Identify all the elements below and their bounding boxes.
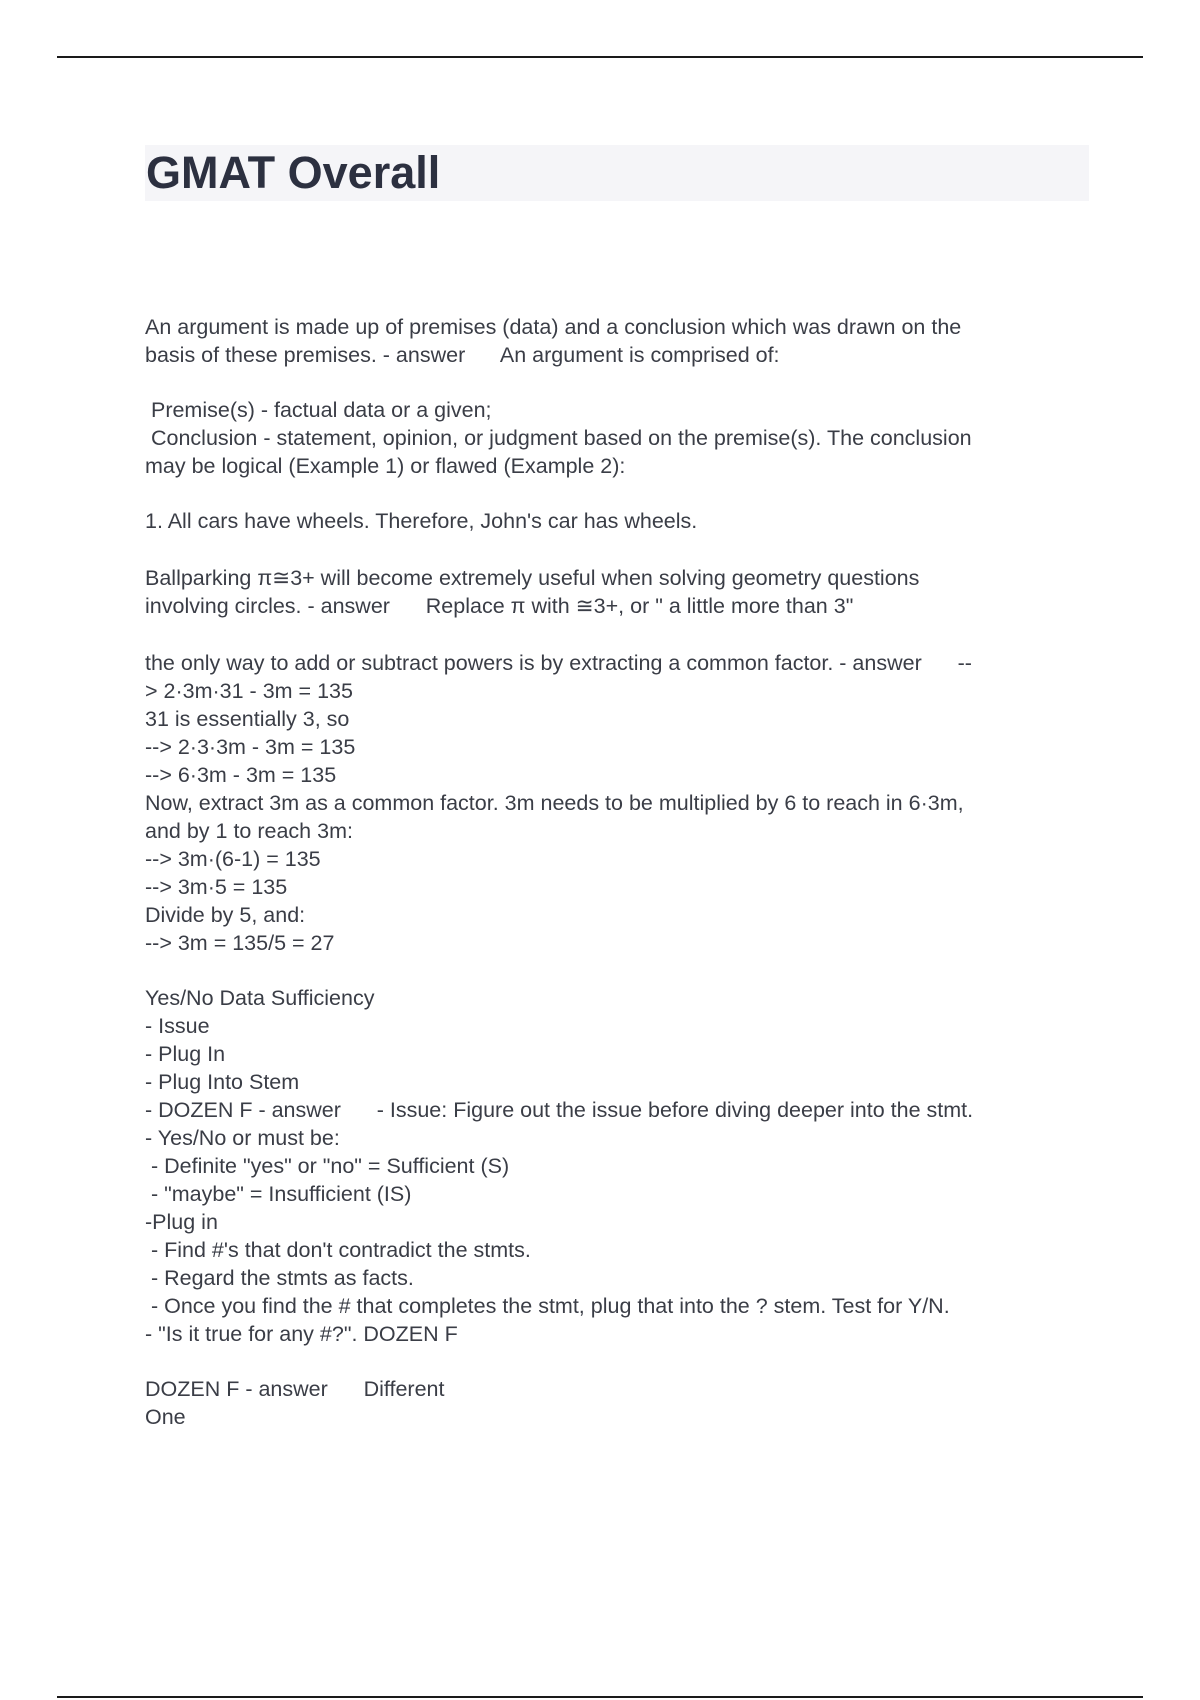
text-line: --> 6·3m - 3m = 135 [145,763,337,787]
text-line: Conclusion - statement, opinion, or judgment based on the premise(s). The conclusion [145,426,972,450]
paragraph-example [145,507,1095,535]
text-line: > 2·3m·31 - 3m = 135 [145,679,353,703]
text-line: Ballparking π≅3+ will become extremely useful when solving geometry questions [145,566,920,590]
text-line: 1. All cars have wheels. Therefore, John's car has wheels. [145,509,698,533]
text-line: - Regard the stmts as facts. [145,1266,414,1290]
paragraph-premise-conclusion [145,396,1095,480]
text-line: - DOZEN F - answer - Issue: Figure out the issue before diving deeper into the stmt. [145,1098,974,1122]
text-line: An argument is made up of premises (data) and a conclusion which was drawn on the [145,315,962,339]
paragraph-powers [145,649,1095,957]
text-line: - Issue [145,1014,210,1038]
text-line: Yes/No Data Sufficiency [145,986,375,1010]
text-line: - "Is it true for any #?". DOZEN F [145,1322,458,1346]
text-line: may be logical (Example 1) or flawed (Example 2): [145,454,626,478]
text-line: - Plug In [145,1042,226,1066]
text-line: DOZEN F - answer Different [145,1377,445,1401]
paragraph-argument [145,313,1095,369]
text-line: - Find #'s that don't contradict the stmts. [145,1238,531,1262]
text-line: 31 is essentially 3, so [145,707,350,731]
text-line: - Yes/No or must be: [145,1126,340,1150]
text-line: --> 3m = 135/5 = 27 [145,931,335,955]
bottom-rule [57,1696,1143,1698]
text-line: --> 2·3·3m - 3m = 135 [145,735,356,759]
text-line: -Plug in [145,1210,218,1234]
text-line: - Definite "yes" or "no" = Sufficient (S) [145,1154,510,1178]
text-line: Premise(s) - factual data or a given; [145,398,492,422]
text-line: - "maybe" = Insufficient (IS) [145,1182,412,1206]
text-line: - Plug Into Stem [145,1070,300,1094]
text-line: --> 3m·5 = 135 [145,875,288,899]
text-line: involving circles. - answer Replace π with ≅3+, or " a little more than 3" [145,594,854,618]
text-line: and by 1 to reach 3m: [145,819,353,843]
text-line: One [145,1405,186,1429]
paragraph-dozen-f [145,1375,1095,1431]
text-line: Divide by 5, and: [145,903,306,927]
text-line: --> 3m·(6-1) = 135 [145,847,321,871]
text-line: the only way to add or subtract powers is by extracting a common factor. - answer -- [145,651,972,675]
paragraph-data-sufficiency [145,984,1095,1348]
text-line: Now, extract 3m as a common factor. 3m needs to be multiplied by 6 to reach in 6·3m, [145,791,964,815]
document-body [145,313,1095,1431]
top-rule [57,56,1143,58]
document-title: GMAT Overall [146,147,441,198]
text-line: basis of these premises. - answer An argument is comprised of: [145,343,780,367]
paragraph-ballparking [145,564,1095,620]
text-line: - Once you find the # that completes the stmt, plug that into the ? stem. Test for Y/N. [145,1294,950,1318]
